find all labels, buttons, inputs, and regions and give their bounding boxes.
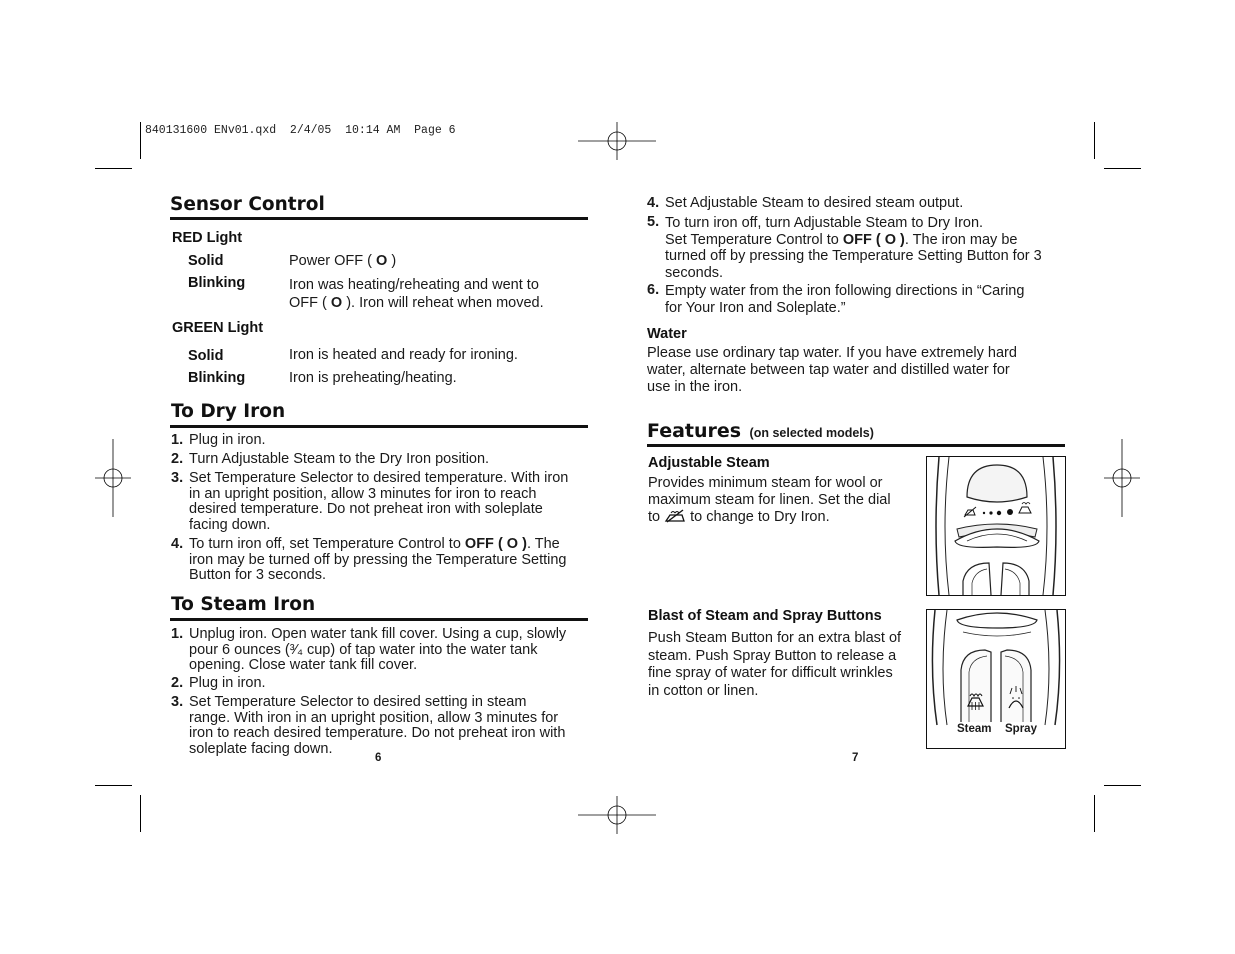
steam-icon (1019, 503, 1031, 514)
green-blinking-desc: Iron is preheating/heating. (289, 370, 457, 386)
heading-rule (170, 425, 588, 428)
registration-mark-icon (1104, 439, 1140, 517)
list-item: 1. Unplug iron. Open water tank fill cover. Using a cup, slowly pour 6 ounces (³⁄₄ cup) of tap water into the water tank opening. Close water tank fill cover. (171, 626, 567, 673)
crop-mark (95, 785, 132, 786)
page-number: 6 (375, 752, 382, 764)
red-blinking-state: Blinking (188, 275, 246, 291)
water-paragraph: Please use ordinary tap water. If you have extremely hard water, alternate between tap water and distilled water for use in the iron. (647, 345, 1017, 395)
no-steam-icon (964, 507, 976, 517)
steam-button (961, 650, 991, 722)
steam-label: Steam (957, 723, 992, 735)
crop-mark (95, 168, 132, 169)
blast-heading: Blast of Steam and Spray Buttons (648, 608, 882, 624)
list-item: 5. To turn iron off, turn Adjustable Steam to Dry Iron. Set Temperature Control to OFF ( O ). The iron may be turned off by pressing the Temperature Setting Button for 3 seconds. (647, 214, 1042, 281)
list-item: 4. To turn iron off, set Temperature Control to OFF ( O ). The iron may be turned off by pressing the Temperature Setting Button for 3 seconds. (171, 536, 567, 583)
list-item: 6. Empty water from the iron following directions in “Caring for Your Iron and Soleplate.” (647, 282, 1025, 316)
green-light-label: GREEN Light (172, 320, 264, 336)
no-steam-icon (664, 509, 686, 523)
registration-mark-icon (578, 796, 656, 834)
steam-spray-figure (926, 609, 1066, 749)
adjustable-steam-paragraph: Provides minimum steam for wool or maximum steam for linen. Set the dial to to change to Dry Iron. (648, 475, 891, 525)
water-heading: Water (647, 326, 687, 342)
red-light-label: RED Light (172, 230, 243, 246)
list-item: 4. Set Adjustable Steam to desired steam output. (647, 195, 964, 211)
crop-mark (1104, 785, 1141, 786)
sensor-control-heading: Sensor Control (170, 194, 325, 215)
green-solid-state: Solid (188, 348, 224, 364)
steam-iron-steps (171, 627, 591, 759)
registration-mark-icon (578, 122, 656, 160)
adjustable-steam-figure (926, 456, 1066, 596)
red-solid-state: Solid (188, 253, 224, 269)
blast-paragraph: Push Steam Button for an extra blast of steam. Push Spray Button to release a fine spray of water for difficult wrinkles in cotton or linen. (648, 630, 902, 699)
list-item: 2. Turn Adjustable Steam to the Dry Iron position. (171, 451, 490, 467)
spray-button (1001, 650, 1031, 722)
heading-rule (170, 618, 588, 621)
crop-mark (140, 122, 141, 159)
steam-iron-heading: To Steam Iron (171, 594, 316, 615)
red-solid-desc: Power OFF ( O ) (289, 253, 397, 269)
dry-iron-heading: To Dry Iron (171, 401, 286, 422)
page-number: 7 (852, 752, 859, 764)
list-item: 3. Set Temperature Selector to desired setting in steam range. With iron in an upright position, allow 3 minutes for iron to reach desired temperature. Do not preheat iron with soleplate facing down. (171, 694, 566, 757)
list-item: 3. Set Temperature Selector to desired temperature. With iron in an upright position, allow 3 minutes for iron to reach desired temperature. Do not preheat iron with soleplate facing down. (171, 470, 569, 533)
steps-continued (647, 196, 1077, 319)
heading-rule (170, 217, 588, 220)
crop-mark (1104, 168, 1141, 169)
green-blinking-state: Blinking (188, 370, 246, 386)
crop-mark (1094, 122, 1095, 159)
crop-mark (1094, 795, 1095, 832)
list-item: 2. Plug in iron. (171, 675, 266, 691)
red-blinking-desc: Iron was heating/reheating and went to OFF ( O ). Iron will reheat when moved. (289, 277, 544, 311)
slug-line: 840131600 ENv01.qxd 2/4/05 10:14 AM Page 6 (145, 124, 456, 137)
heading-rule (647, 444, 1065, 447)
dry-iron-steps (171, 433, 591, 585)
green-solid-desc: Iron is heated and ready for ironing. (289, 347, 518, 363)
list-item: 1. Plug in iron. (171, 432, 266, 448)
crop-mark (140, 795, 141, 832)
features-heading: Features (on selected models) (647, 420, 874, 442)
adjustable-steam-heading: Adjustable Steam (648, 455, 770, 471)
spray-label: Spray (1005, 723, 1037, 735)
registration-mark-icon (95, 439, 131, 517)
